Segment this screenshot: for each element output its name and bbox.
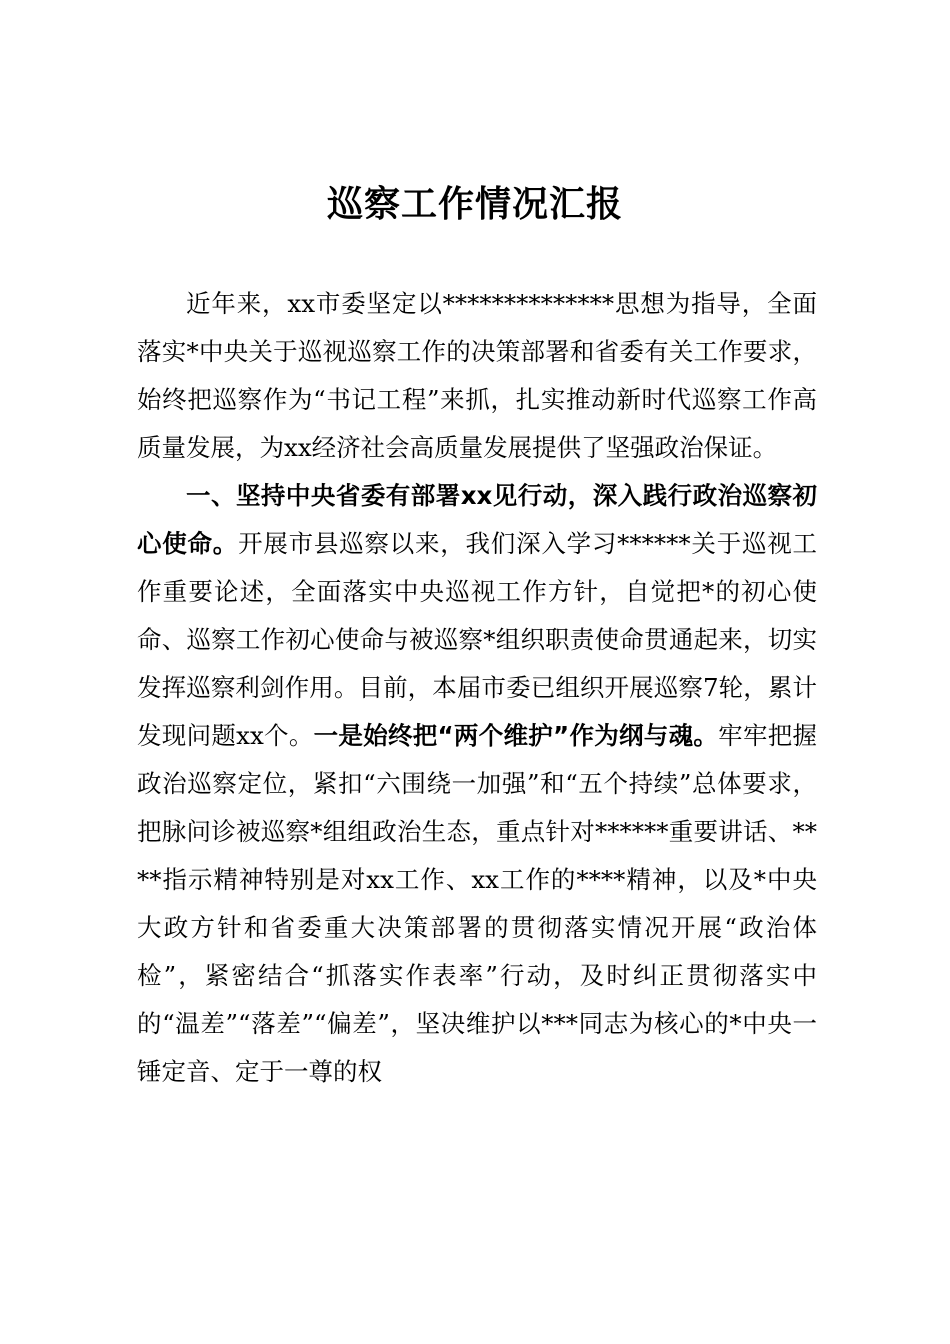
section-one-paragraph [137,472,817,1096]
document-title: 巡察工作情况汇报 [326,183,623,225]
section-one-heading: 一、坚持中央省委有部署xx见行动，深入践行政治巡察初心使命。 [137,481,817,558]
section-one-subheading: 一是始终把“两个维护”作为纲与魂。 [313,721,719,750]
document-body [137,280,817,1096]
intro-paragraph: 近年来，xx市委坚定以**************思想为指导，全面落实*中央关于巡视巡察工作的决策部署和省委有关工作要求，始终把巡察作为“书记工程”来抓，扎实推动新时代巡察工作高质量发展，为xx经济社会高质量发展提供了坚强政治保证。 [137,289,817,462]
section-one-text-continued: 牢牢把握政治巡察定位，紧扣“六围绕一加强”和“五个持续”总体要求，把脉问诊被巡察*组组政治生态，重点针对******重要讲话、****指示精神特别是对xx工作、xx工作的****精神，以及*中央大政方针和省委重大决策部署的贯彻落实情况开展“政治体检”，紧密结合“抓落实作表率”行动，及时纠正贯彻落实中的“温差”“落差”“偏差”，坚决维护以***同志为核心的*中央一锤定音、定于一尊的权 [137,721,818,1086]
section-one-text: 开展市县巡察以来，我们深入学习******关于巡视工作重要论述，全面落实中央巡视工作方针，自觉把*的初心使命、巡察工作初心使命与被巡察*组织职责使命贯通起来，切实发挥巡察利剑作用。目前，本届市委已组织开展巡察7轮，累计发现问题xx个。 [137,529,818,750]
